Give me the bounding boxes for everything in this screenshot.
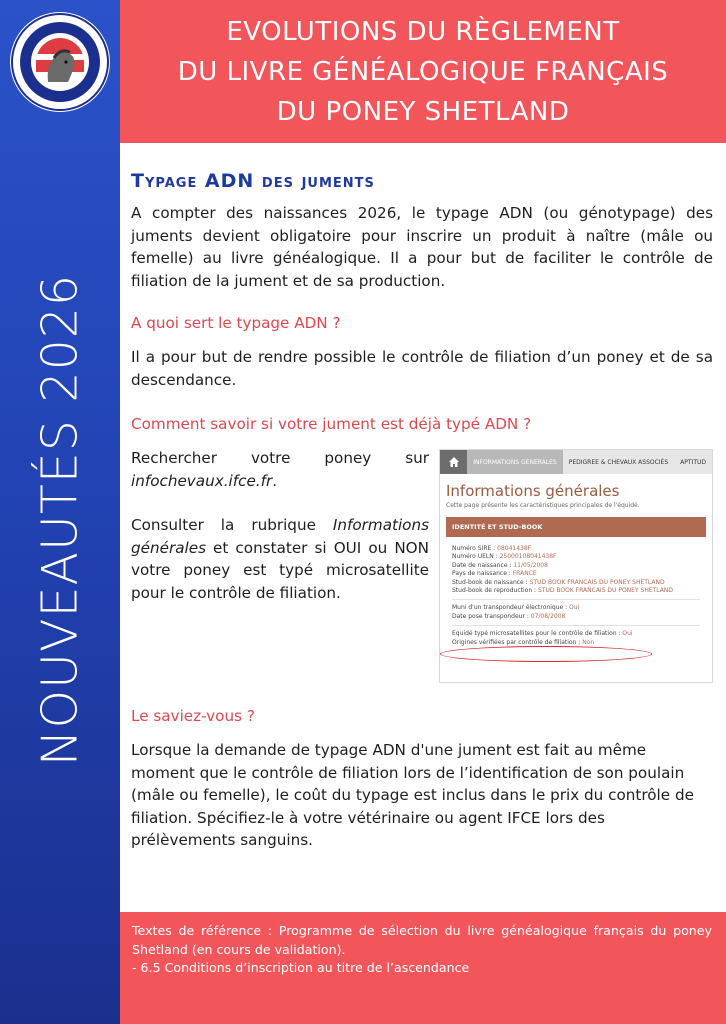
detail-label: Stud-book de naissance : [452,578,530,586]
search-text: Rechercher votre poney sur [131,449,429,467]
screenshot-section-band: IDENTITÉ ET STUD-BOOK [446,517,706,537]
question-3: Le saviez-vous ? [131,707,255,725]
detail-value: Non [582,638,595,646]
main-content [131,170,713,852]
detail-value: 25000108041438F [499,553,557,561]
detail-value: STUD BOOK FRANCAIS DU PONEY SHETLAND [529,578,665,586]
detail-label: Numéro UELN : [452,553,500,561]
header-line-2: DU LIVRE GÉNÉALOGIQUE FRANÇAIS [177,56,669,87]
reference-footer [120,912,726,1024]
pony-head-logo-icon [10,12,110,112]
tab-pedigree: PEDIGREE & CHEVAUX ASSOCIÉS [563,450,674,474]
detail-value: STUD BOOK FRANCAIS DU PONEY SHETLAND [537,587,673,595]
header-line-3: DU PONEY SHETLAND [276,96,570,127]
infochevaux-screenshot [439,449,713,683]
page-header [120,0,726,143]
detail-label: Date pose transpondeur : [452,612,531,620]
detail-value: Oui [569,604,580,612]
transponder-rows [452,604,706,621]
screenshot-tabs [440,450,712,474]
consult-instruction [131,514,429,604]
identity-rows [452,545,706,595]
detail-value: 07/08/2008 [530,612,566,620]
lookup-instructions [131,447,429,683]
question-2: Comment savoir si votre jument est déjà typé ADN ? [131,415,532,433]
tab-aptitude: APTITUD [674,450,712,474]
detail-row [452,613,706,621]
consult-emphasis: Informations générales [131,516,429,557]
screenshot-details [452,545,706,647]
search-site-link[interactable]: infochevaux.ifce.fr [131,471,273,490]
association-logo [10,12,110,112]
detail-label: Equidé typé microsatellites pour le contrôle de filiation : [452,630,623,638]
section-title: Typage ADN des juments [131,170,375,192]
question-1: A quoi sert le typage ADN ? [131,314,341,332]
detail-row [452,545,706,553]
detail-label: Date de naissance : [452,561,514,569]
detail-row [452,579,706,587]
consult-text-1: Consulter la rubrique [131,516,333,534]
detail-value: FRANCE [512,570,537,578]
detail-value: 11/05/2008 [513,561,548,569]
detail-label: Origines vérifiées par contrôle de filiation : [452,638,583,646]
highlight-oval [440,646,652,662]
vertical-title: NOUVEAUTÉS 2026 [31,273,89,767]
intro-paragraph: A compter des naissances 2026, le typage ADN (ou génotypage) des juments devient obligatoire pour inscrire un produit à naître (mâle ou femelle) au livre généalogique. Il a pour but de faciliter le contrôle de filiation de la jument et de sa production. [131,204,713,290]
detail-label: Pays de naissance : [452,570,513,578]
detail-row [452,562,706,570]
search-instruction [131,447,429,492]
lookup-row [131,447,713,683]
detail-row [452,587,706,595]
sidebar [0,0,120,1024]
detail-row [452,630,706,638]
detail-row [452,570,706,578]
detail-label: Stud-book de reproduction : [452,587,538,595]
search-end: . [272,471,278,490]
detail-row [452,553,706,561]
consult-text-2: et constater si OUI ou NON votre poney est typé microsatellite pour le contrôle de filiation. [131,538,429,602]
tab-informations-generales: INFORMATIONS GÉNÉRALES [467,450,562,474]
detail-value: Oui [622,630,633,638]
detail-row [452,604,706,612]
footer-reference: Textes de référence : Programme de sélection du livre généalogique français du poney Shetland (en cours de validation). [132,923,712,957]
answer-1: Il a pour but de rendre possible le contrôle de filiation d’un poney et de sa descendance. [131,348,713,389]
header-line-1: EVOLUTIONS DU RÈGLEMENT [226,16,620,47]
filiation-rows [452,630,706,647]
screenshot-heading: Informations générales [446,482,620,500]
home-icon [440,450,467,474]
divider [452,625,700,626]
detail-value: 08041438F [497,545,532,552]
screenshot-subheading: Cette page présente les caractéristiques principales de l'équidé. [446,502,640,509]
answer-3: Lorsque la demande de typage ADN d'une jument est fait au même moment que le contrôle de filiation lors de l’identification de son poulain (mâle ou femelle), le coût du typage est inclus dans le prix du contrôle de filiation. Spécifiez-le à votre vétérinaire ou agent IFCE lors des prélèvements sanguins. [131,741,694,849]
footer-article: - 6.5 Conditions d’inscription au titre de l’ascendance [132,960,470,975]
detail-label: Muni d'un transpondeur électronique : [452,604,570,612]
detail-label: Numéro SIRE : [452,545,498,552]
divider [452,599,700,600]
